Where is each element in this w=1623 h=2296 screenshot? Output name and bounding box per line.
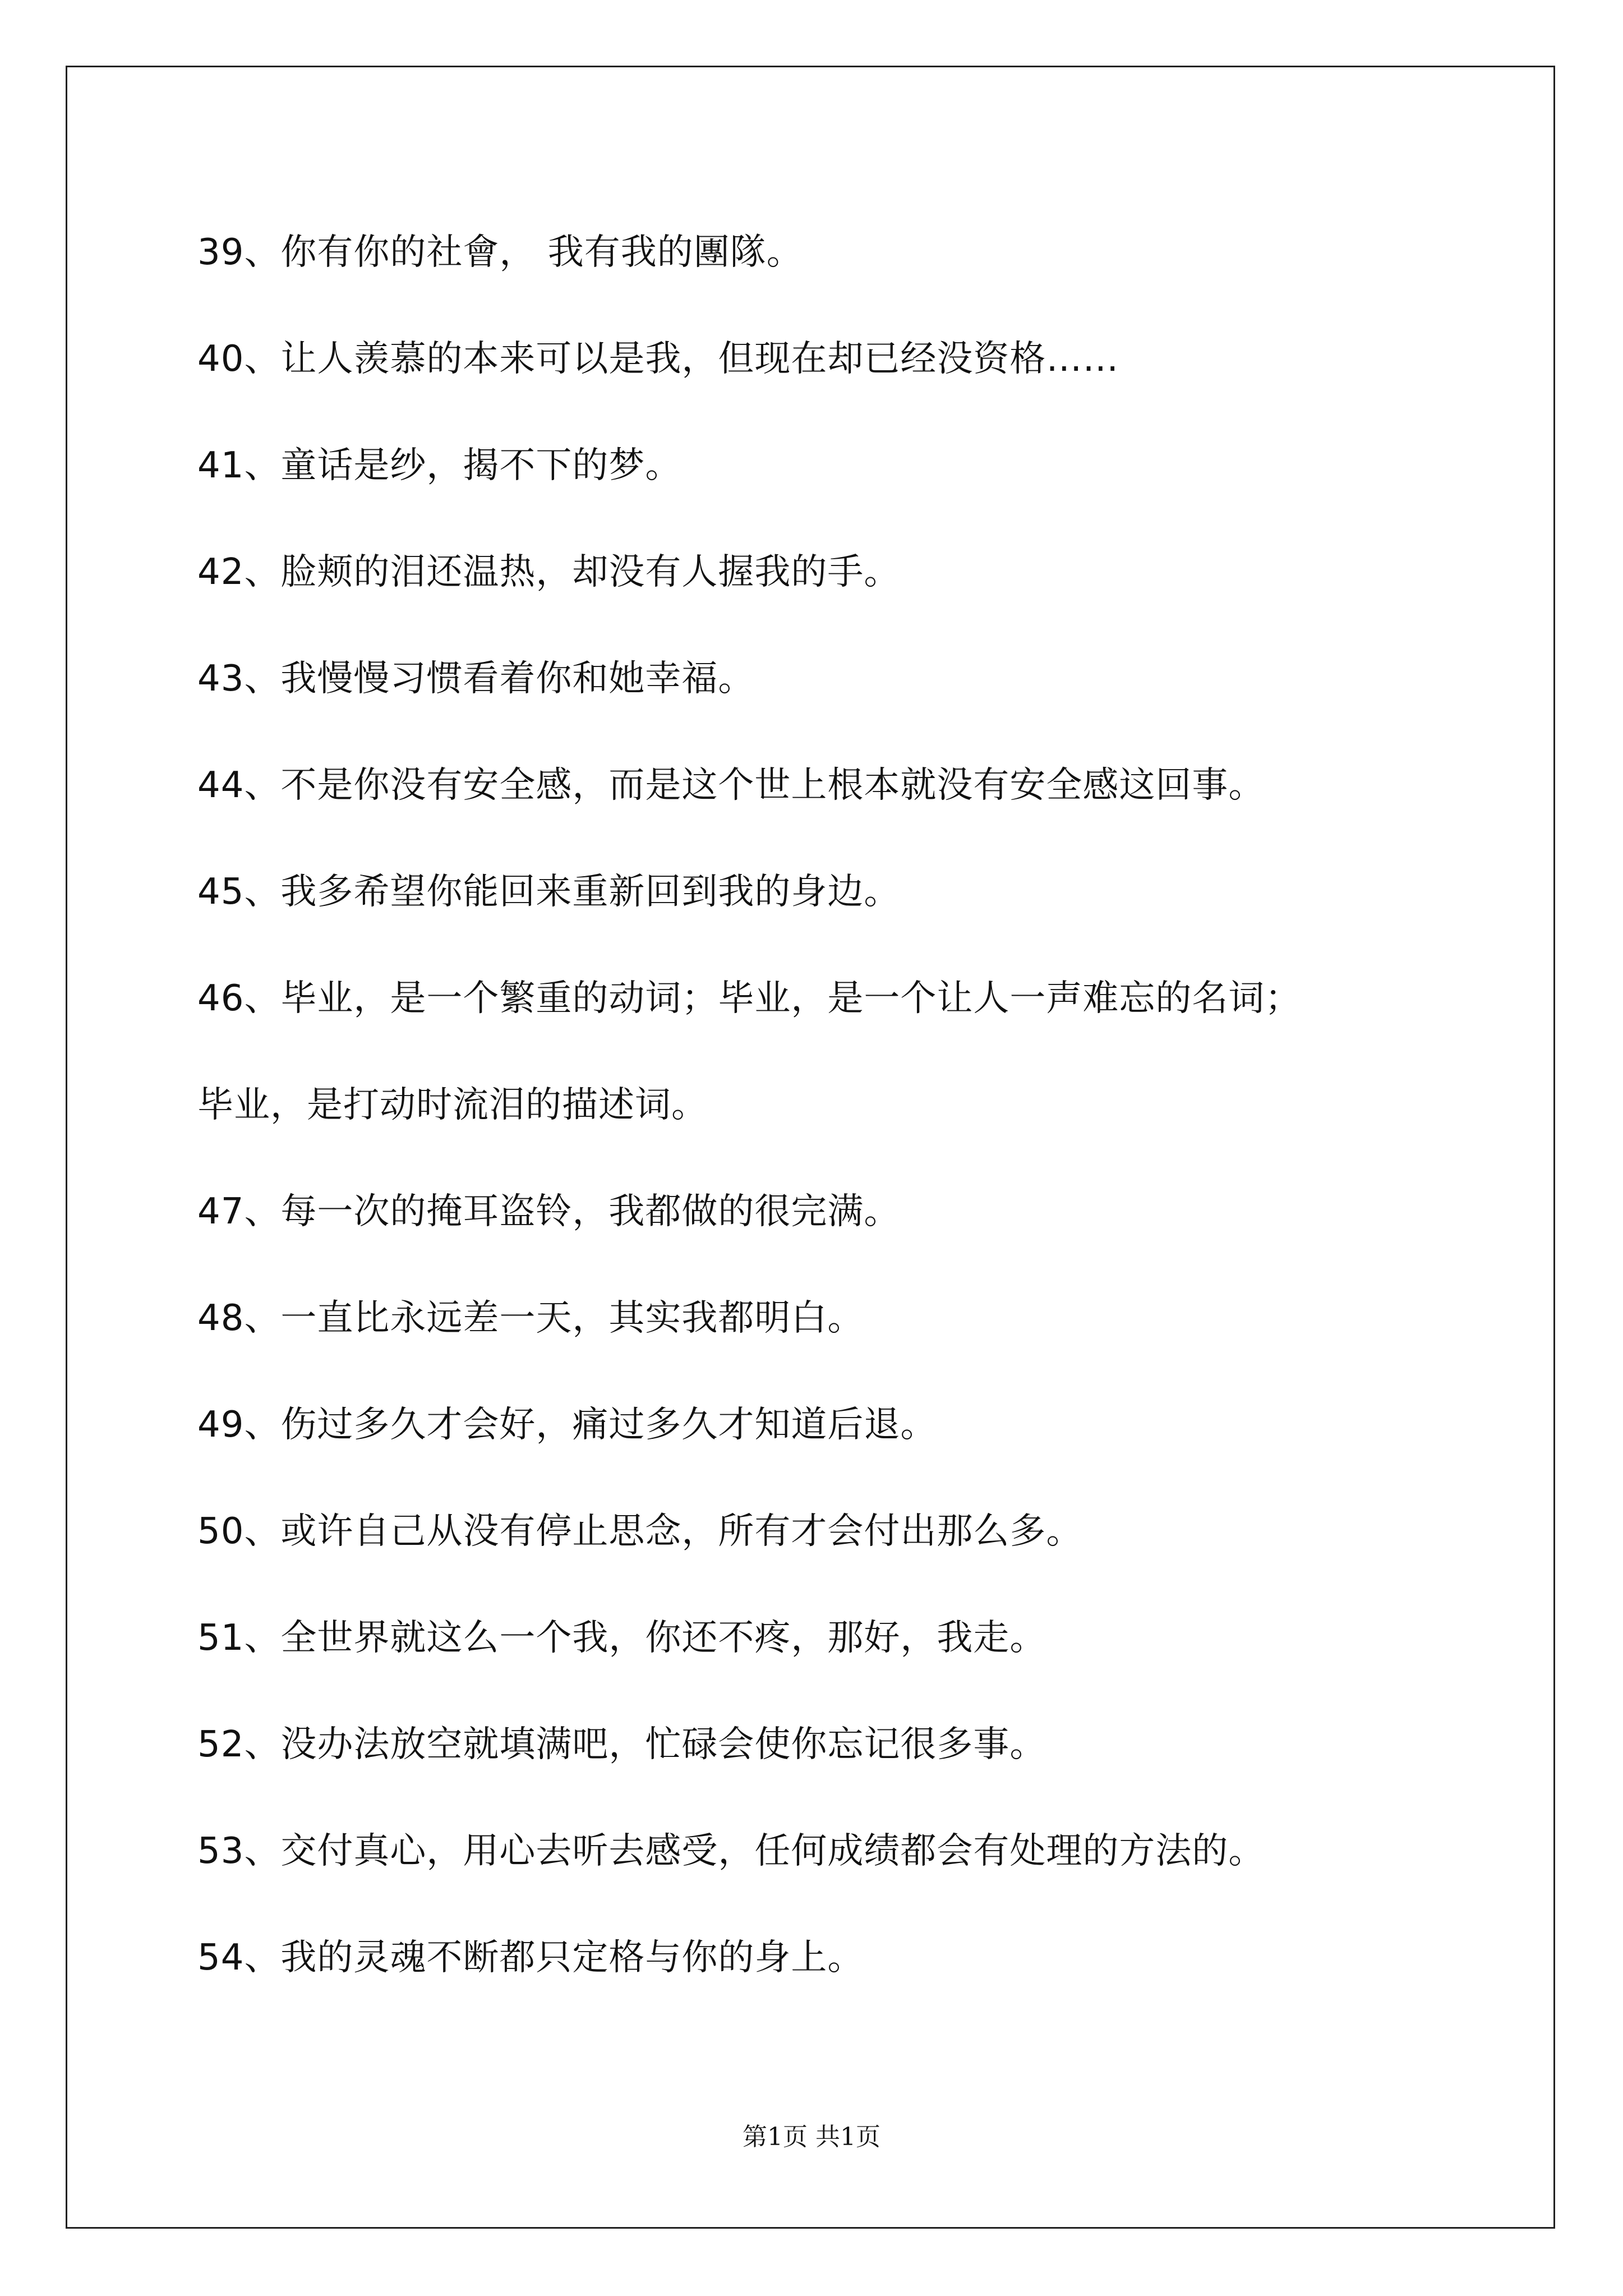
text-line-48: 48、一直比永远差一天，其实我都明白。 [197,1297,864,1339]
text-line-50: 50、或许自己从没有停止思念，所有才会付出那么多。 [197,1511,1083,1552]
text-line-49: 49、伤过多久才会好，痛过多久才知道后退。 [197,1404,937,1446]
text-line-53: 53、交付真心，用心去听去感受，任何成绩都会有处理的方法的。 [197,1830,1265,1872]
text-line-52: 52、没办法放空就填满吧，忙碌会使你忘记很多事。 [197,1724,1046,1765]
text-line-46: 46、毕业，是一个繁重的动词；毕业，是一个让人一声难忘的名词； [197,978,1302,1019]
text-line-44: 44、不是你没有安全感，而是这个世上根本就没有安全感这回事。 [197,765,1265,806]
text-line-51: 51、全世界就这么一个我，你还不疼，那好，我走。 [197,1617,1046,1659]
text-line-45: 45、我多希望你能回来重新回到我的身边。 [197,871,901,913]
text-line-47: 47、每一次的掩耳盗铃，我都做的很完满。 [197,1191,901,1232]
text-line-46-continued: 毕业，是打动时流泪的描述词。 [197,1084,708,1126]
text-line-42: 42、脸颊的泪还温热，却没有人握我的手。 [197,551,901,593]
page-footer: 第1页 共1页 [743,2123,880,2151]
text-line-39: 39、你有你的社會， 我有我的團隊。 [197,232,803,273]
text-line-41: 41、童话是纱，揭不下的梦。 [197,445,682,486]
text-line-40: 40、让人羡慕的本来可以是我，但现在却已经没资格…… [197,338,1119,380]
page-border [66,66,1555,2229]
text-line-54: 54、我的灵魂不断都只定格与你的身上。 [197,1937,864,1978]
text-line-43: 43、我慢慢习惯看着你和她幸福。 [197,658,755,700]
